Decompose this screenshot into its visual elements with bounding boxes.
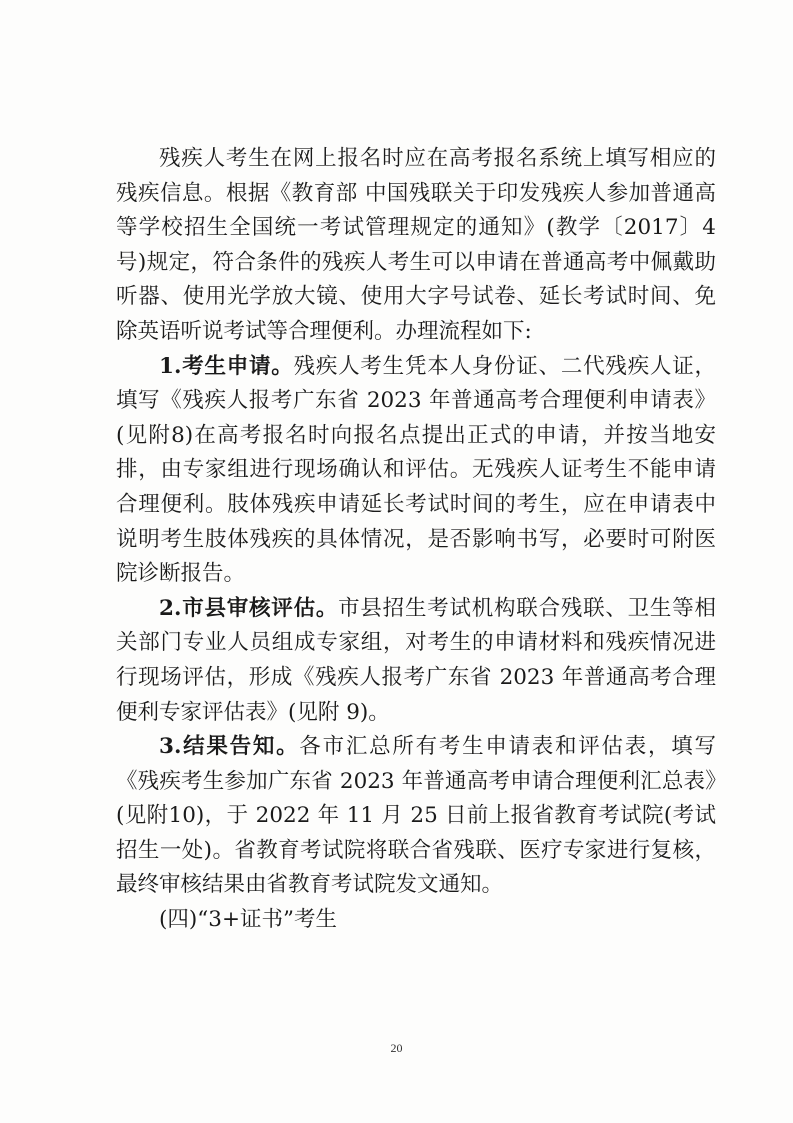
paragraph-intro-text: 残疾人考生在网上报名时应在高考报名系统上填写相应的残疾信息。根据《教育部 中国残联关于印发残疾人参加普通高等学校招生全国统一考试管理规定的通知》(教学〔2017〕4号)规定，符合条件的残疾人考生可以申请在普通高考中佩戴助听器、使用光学放大镜、使用大字号试卷、延长考试时间、免除英语听说考试等合理便利。办理流程如下: (116, 146, 716, 344)
step-1-text: 残疾人考生凭本人身份证、二代残疾人证，填写《残疾人报考广东省 2023 年普通高考合理便利申请表》(见附8)在高考报名时向报名点提出正式的申请，并按当地安排，由专家组进行现场确认和评估。无残疾人证考生不能申请合理便利。肢体残疾申请延长考试时间的考生，应在申请表中说明考生肢体残疾的具体情况，是否影响书写，必要时可附医院诊断报告。 (116, 353, 716, 587)
step-3-heading: 3.结果告知。 (159, 734, 300, 760)
step-2-text: 市县招生考试机构联合残联、卫生等相关部门专业人员组成专家组，对考生的申请材料和残疾情况进行现场评估，形成《残疾人报考广东省 2023 年普通高考合理便利专家评估表》(见附 9)。 (116, 595, 716, 725)
paragraph-step-3 (116, 730, 716, 903)
document-body (116, 142, 716, 938)
step-1-heading: 1.考生申请。 (159, 353, 294, 379)
paragraph-step-2 (116, 592, 716, 730)
page-number: 20 (390, 1041, 403, 1055)
step-3-text: 各市汇总所有考生申请表和评估表，填写《残疾考生参加广东省 2023 年普通高考申请合理便利汇总表》(见附10)，于 2022 年 11 月 25 日前上报省教育考试院(考试招生一处)。省教育考试院将联合省残联、医疗专家进行复核，最终审核结果由省教育考试院发文通知。 (116, 734, 716, 898)
section-heading: (四)“3+证书”考生 (159, 907, 337, 933)
paragraph-intro (116, 142, 716, 350)
paragraph-step-1 (116, 350, 716, 592)
step-2-heading: 2.市县审核评估。 (159, 595, 339, 621)
